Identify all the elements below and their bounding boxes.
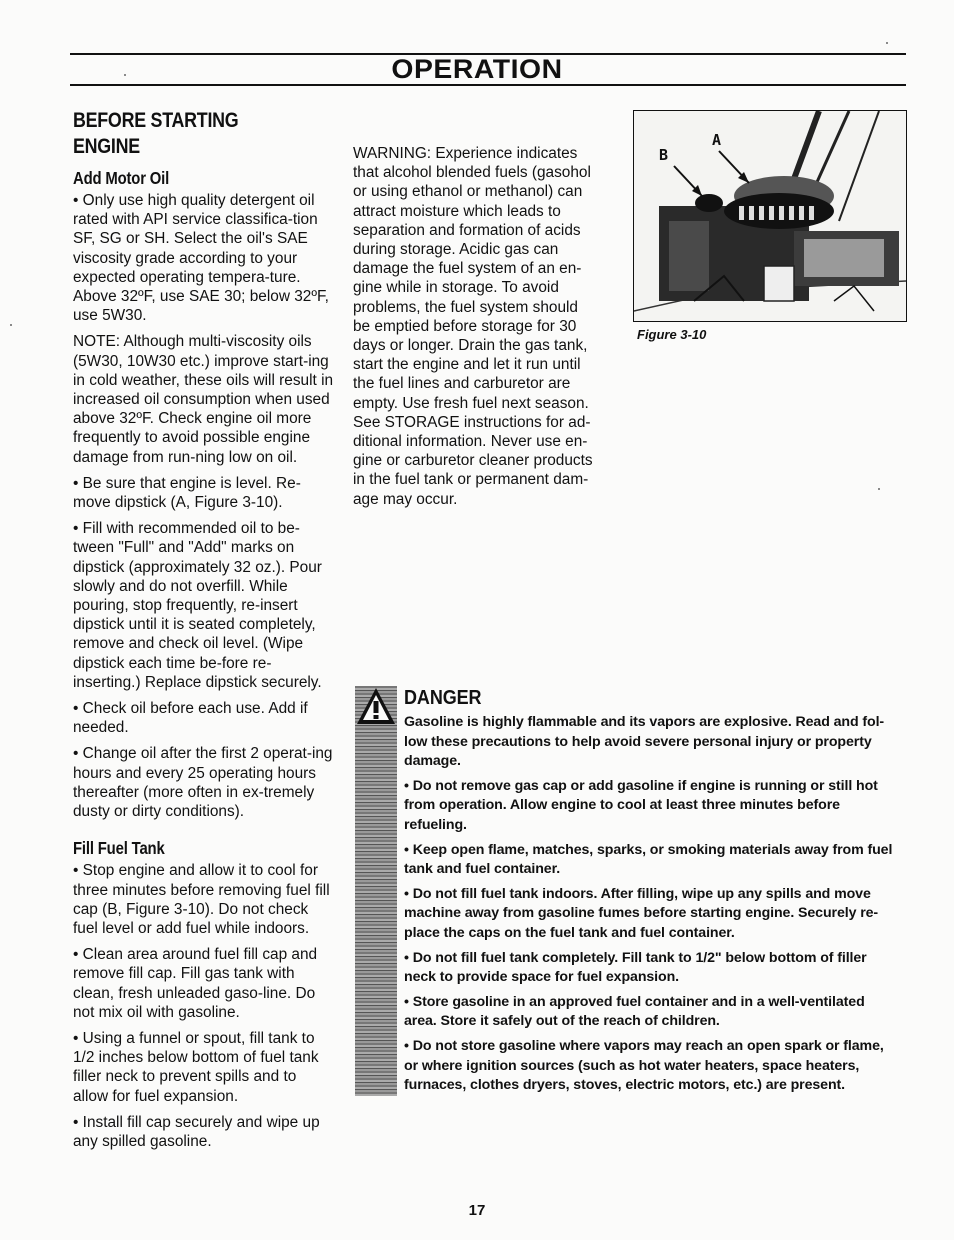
fill-fuel-paragraph: • Stop engine and allow it to cool for three minutes before removing fuel fill cap (B, Figure 3-10). Do not check fuel level or add fuel while indoors. bbox=[73, 862, 330, 937]
scan-speck bbox=[886, 42, 888, 44]
danger-paragraph: • Keep open flame, matches, sparks, or smoking materials away from fuel tank and fuel container. bbox=[404, 841, 893, 878]
figure-caption: Figure 3-10 bbox=[637, 327, 707, 342]
fill-fuel-paragraph: • Install fill cap securely and wipe up any spilled gasoline. bbox=[73, 1113, 320, 1150]
section-heading: BEFORE STARTING ENGINE bbox=[73, 109, 239, 158]
danger-paragraph: • Do not fill fuel tank indoors. After filling, wipe up any spills and move machine away from gasoline fumes before starting engine. Securely re-place the caps on the fuel tank and fuel container. bbox=[404, 885, 879, 941]
left-column bbox=[73, 108, 335, 1158]
add-oil-paragraph: • Only use high quality detergent oil rated with API service classifica-tion SF, SG or SH. Select the oil's SAE viscosity grade according to your expected operating tempera-ture. Above 32ºF, use SAE 30; below 32ºF, use 5W30. bbox=[73, 192, 329, 325]
add-oil-heading: Add Motor Oil bbox=[73, 168, 170, 188]
page-number: 17 bbox=[468, 1202, 486, 1219]
danger-paragraph: • Do not remove gas cap or add gasoline if engine is running or still hot from operation. Allow engine to cool at least three minutes before refueling. bbox=[404, 777, 878, 833]
danger-paragraph: • Do not store gasoline where vapors may reach an open spark or flame, or where ignition sources (such as hot water heaters, space heaters, furnaces, clothes dryers, stoves, electric motors, etc.) are present. bbox=[404, 1037, 884, 1094]
add-oil-paragraph: • Be sure that engine is level. Re-move dipstick (A, Figure 3-10). bbox=[73, 474, 301, 512]
engine-figure bbox=[633, 110, 907, 322]
scan-speck bbox=[124, 74, 126, 76]
add-oil-paragraph: • Change oil after the first 2 operat-ing hours and every 25 operating hours thereafter (more often in ex-tremely dusty or dirty conditions). bbox=[73, 745, 333, 821]
danger-paragraph: • Store gasoline in an approved fuel container and in a well-ventilated area. Store it safely out of the reach of children. bbox=[404, 993, 865, 1030]
fill-fuel-heading: Fill Fuel Tank bbox=[73, 838, 165, 859]
danger-paragraph: Gasoline is highly flammable and its vapors are explosive. Read and fol-low these precautions to help avoid severe personal injury or property damage. bbox=[404, 714, 885, 770]
add-oil-note: NOTE: Although multi-viscosity oils (5W30, 10W30 etc.) improve start-ing in cold weather, these oils will result in increased oil consumption when used above 32ºF. Check engine oil more frequently to avoid possible engine damage from run-ning low on oil. bbox=[73, 333, 334, 466]
figure-label-b: B bbox=[659, 146, 669, 164]
header-rule-bottom bbox=[70, 84, 906, 86]
warning-triangle-icon bbox=[355, 686, 397, 726]
danger-paragraph: • Do not fill fuel tank completely. Fill tank to 1/2" below bottom of filler neck to provide space for fuel expansion. bbox=[404, 949, 867, 986]
fill-fuel-paragraph: • Using a funnel or spout, fill tank to 1/2 inches below bottom of fuel tank filler neck to prevent spills and to allow for fuel expansion. bbox=[73, 1029, 319, 1105]
fill-fuel-paragraph: • Clean area around fuel fill cap and remove fill cap. Fill gas tank with clean, fresh unleaded gaso-line. Do not mix oil with gasoline. bbox=[73, 946, 318, 1021]
scan-speck bbox=[10, 324, 12, 326]
danger-block bbox=[404, 688, 896, 1101]
warning-paragraph: WARNING: Experience indicates that alcohol blended fuels (gasohol or using ethanol or methanol) can attract moisture which leads to separation and formation of acids during storage. Acidic gas can damage the fuel system of an en-gine while in storage. To avoid problems, the fuel system should be emptied before storage for 30 days or longer. Drain the gas tank, start the engine and let it run until the fuel lines and carburetor are empty. Use fresh fuel next season. See STORAGE instructions for ad-ditional information. Never use en-gine or carburetor cleaner products in the fuel tank or permanent dam-age may occur. bbox=[353, 145, 593, 508]
page-title: OPERATION bbox=[391, 54, 563, 84]
danger-side-bar bbox=[355, 686, 397, 1096]
engine-illustration bbox=[634, 111, 906, 321]
figure-label-a: A bbox=[712, 131, 722, 149]
middle-column bbox=[353, 144, 598, 516]
add-oil-paragraph: • Fill with recommended oil to be-tween "Full" and "Add" marks on dipstick (approximately 32 oz.). Pour slowly and do not overfill. While pouring, stop frequently, re-insert dipstick until it is seated completely, remove and check oil level. (Wipe dipstick each time be-fore re-inserting.) Replace dipstick securely. bbox=[73, 520, 322, 691]
scan-speck bbox=[878, 488, 880, 490]
danger-title: DANGER bbox=[404, 687, 482, 709]
add-oil-paragraph: • Check oil before each use. Add if needed. bbox=[73, 700, 308, 737]
